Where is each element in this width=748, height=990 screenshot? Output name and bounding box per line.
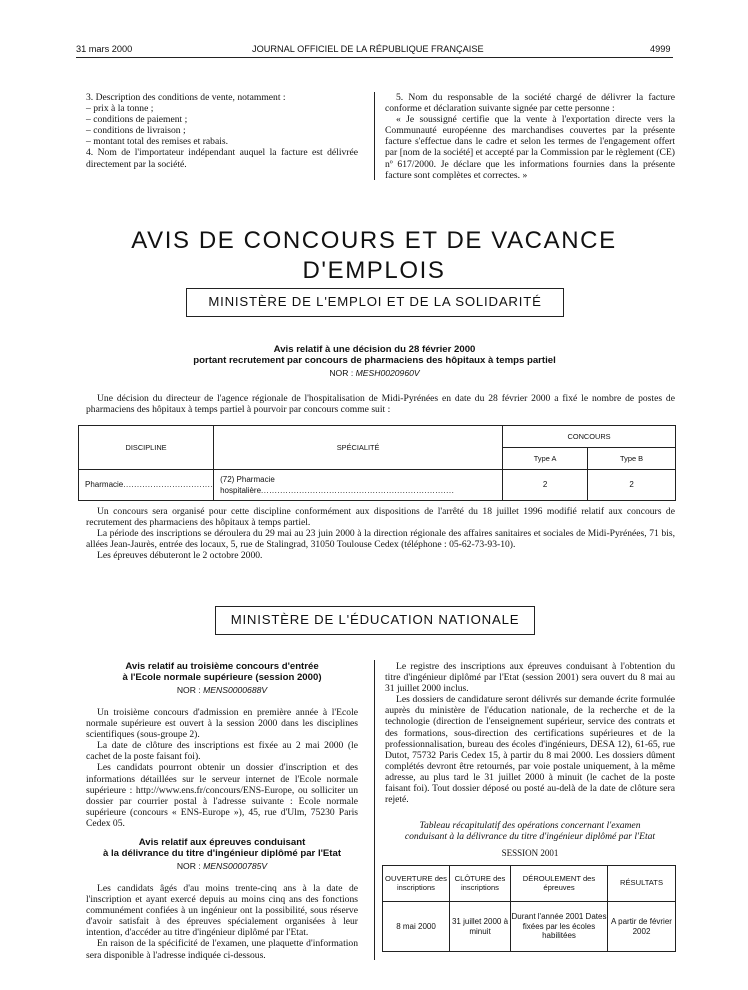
declaration-quote: « Je soussigné certifie que la vente à l'exportation directe vers la Communauté européenne des marchandises couvertes par la présente facture s'effectue dans le cadre et selon les termes de l'engagement offert par [nom de la société] et accepté par la Commission par le règlement (CE) nº 617/2000. Je déclare que les informations fournies dans la présente facture sont complètes et correctes. » [385, 114, 675, 181]
ministry2-right-body [385, 661, 675, 805]
avis-title-line: Avis relatif aux épreuves conduisant [138, 837, 306, 848]
avis-title-line: à l'Ecole normale supérieure (session 2000) [122, 672, 322, 683]
session-label: SESSION 2001 [501, 848, 559, 858]
ministry-title-box: MINISTÈRE DE L'ÉDUCATION NATIONALE [215, 606, 535, 635]
nor-label: NOR : [329, 368, 354, 378]
header-journal: JOURNAL OFFICIEL DE LA RÉPUBLIQUE FRANÇAISE [252, 44, 484, 54]
session-header-cloture: CLÔTURE des inscriptions [450, 866, 511, 902]
paragraph: En raison de la spécificité de l'examen, une plaquette d'information sera disponible à l'adresse indiquée ci-dessous. [86, 938, 358, 961]
list-item: – montant total des remises et rabais. [86, 136, 229, 148]
table-header-discipline: DISCIPLINE [79, 426, 214, 470]
column-divider [374, 660, 375, 960]
paragraph: Un troisième concours d'admission en première année à l'Ecole normale supérieure est ouvert à la session 2000 dans les disciplines scientifiques (sous-groupe 2). [86, 707, 358, 741]
header-page-number: 4999 [650, 44, 671, 54]
top-left-column [86, 92, 358, 170]
session-cell-cloture: 31 juillet 2000 à minuit [450, 902, 511, 952]
paragraph-4: 4. Nom de l'importateur indépendant auquel la facture est délivrée directement par la société. [86, 147, 358, 170]
avis2-body [86, 883, 358, 961]
nor-reference [86, 685, 358, 696]
session-header-resultats: RÉSULTATS [608, 866, 676, 902]
paragraph: Les épreuves débuteront le 2 octobre 2000. [97, 550, 263, 562]
paragraph: Les candidats âgés d'au moins trente-cinq ans à la date de l'inscription et ayant exercé depuis au moins cinq ans des fonctions communément confiées à un ingénieur ont la possibilité, sous réserve d'avoir satisfait à des épreuves spécialement organisées à leur intention, d'accéder au titre d'ingénieur diplômé par l'Etat. [86, 883, 358, 939]
table-header-concours: CONCOURS [503, 426, 676, 448]
avis1-body [86, 707, 358, 829]
cell-text: (72) Pharmacie hospitalière [220, 474, 275, 495]
intro-paragraph: Une décision du directeur de l'agence régionale de l'hospitalisation de Midi-Pyrénées en date du 28 février 2000 a fixé le nombre de postes de pharmaciens des hôpitaux à temps partiel à pourvoir par concours comme suit : [86, 393, 675, 416]
list-item: – conditions de paiement ; [86, 114, 188, 126]
paragraph: Un concours sera organisé pour cette discipline conformément aux dispositions de l'arrêté du 18 juillet 1996 modifié relatif aux concours de recrutement des pharmaciens des hôpitaux à temps partiel. [86, 506, 675, 529]
table-header-specialite: SPÉCIALITÉ [214, 426, 503, 470]
nor-code: MENS0000688V [203, 685, 268, 695]
nor-code: MESH0020960V [355, 368, 420, 378]
avis-title-line: à la délivrance du titre d'ingénieur diplômé par l'Etat [102, 848, 342, 859]
session-table [382, 865, 676, 952]
nor-reference [86, 861, 358, 872]
paragraph: La date de clôture des inscriptions est fixée au 2 mai 2000 (le cachet de la poste faisant foi). [86, 740, 358, 763]
list-item: – prix à la tonne ; [86, 103, 154, 115]
list-item: – conditions de livraison ; [86, 125, 186, 137]
table-row-specialite: (72) Pharmacie hospitalière....................................................................... [214, 470, 503, 501]
caption-line: Tableau récapitulatif des opérations concernant l'examen [419, 820, 641, 831]
session-cell-deroulement: Durant l'année 2001 Dates fixées par les écoles habilitées [511, 902, 608, 952]
paragraph-5: 5. Nom du responsable de la société chargé de délivrer la facture conforme et déclaration suivante signée par cette personne : [385, 92, 675, 115]
table-caption [385, 820, 675, 842]
nor-code: MENS0000785V [203, 861, 268, 871]
paragraph: La période des inscriptions se déroulera du 29 mai au 23 juin 2000 à la direction régionale des affaires sanitaires et sociales de Midi-Pyrénées, 71 bis, allées Jean-Jaurès, entrée des locaux, 5, rue de Stalingrad, 31050 Toulouse Cedex (téléphone : 05-62-73-93-10). [86, 528, 675, 551]
table-row-discipline: Pharmacie................................. [79, 470, 214, 501]
session-header-deroulement: DÉROULEMENT des épreuves [511, 866, 608, 902]
top-right-column [385, 92, 675, 181]
paragraph: Les candidats pourront obtenir un dossier d'inscription et des informations détaillées sur le serveur internet de l'Ecole normale supérieure : http://www.ens.fr/concours/ENS-Europe, ou solliciter un dossier par courrier postal à l'adresse suivante : Ecole normale supérieure (concours « ENS-Europe »), 45, rue d'Ulm, 75230 Paris Cedex 05. [86, 762, 358, 829]
table-row-type-a: 2 [503, 470, 588, 501]
table-header-type-b: Type B [588, 448, 676, 470]
paragraph: Les dossiers de candidature seront délivrés sur demande écrite formulée auprès du ministère de l'éducation nationale, de la recherche et de la technologie (direction de l'enseignement supérieur, service des contrats et des formations, sous-direction des certifications supérieures et de la professionnalisation, bureau des écoles d'ingénieurs, DESA 12), 61-65, rue Dutot, 75732 Paris Cedex 15, à partir du 8 mai 2000. Les dossiers dûment complétés devront être retournés, par voie postale uniquement, à la même adresse, au plus tard le 31 juillet 2000 à minuit (le cachet de la poste faisant foi). Tout dossier déposé ou posté au-delà de la date de clôture sera rejeté. [385, 694, 675, 806]
nor-label: NOR : [176, 861, 201, 871]
header-date: 31 mars 2000 [76, 44, 133, 54]
avis-title-line: portant recrutement par concours de pharmaciens des hôpitaux à temps partiel [193, 355, 556, 366]
nor-reference [76, 368, 673, 379]
session-cell-ouverture: 8 mai 2000 [383, 902, 450, 952]
ministry1-body [86, 506, 675, 561]
table-row-type-b: 2 [588, 470, 676, 501]
table-header-type-a: Type A [503, 448, 588, 470]
column-divider [374, 92, 375, 180]
concours-table [78, 425, 676, 501]
avis-title-line: Avis relatif à une décision du 28 février 2000 [273, 344, 476, 355]
nor-label: NOR : [176, 685, 201, 695]
list-item: 3. Description des conditions de vente, notamment : [86, 92, 286, 103]
header-rule [76, 57, 673, 58]
avis-title-line: Avis relatif au troisième concours d'entrée [125, 661, 319, 672]
section-title: AVIS DE CONCOURS ET DE VACANCE D'EMPLOIS [131, 227, 617, 284]
caption-line: conduisant à la délivrance du titre d'ingénieur diplômé par l'Etat [404, 831, 656, 843]
paragraph: Le registre des inscriptions aux épreuves conduisant à l'obtention du titre d'ingénieur diplômé par l'Etat (session 2001) sera ouvert du 8 mai au 31 juillet 2000 inclus. [385, 661, 675, 695]
cell-text: Pharmacie [85, 480, 124, 490]
session-cell-resultats: A partir de février 2002 [608, 902, 676, 952]
ministry-title-box: MINISTÈRE DE L'EMPLOI ET DE LA SOLIDARITÉ [186, 288, 564, 317]
session-header-ouverture: OUVERTURE des inscriptions [383, 866, 450, 902]
